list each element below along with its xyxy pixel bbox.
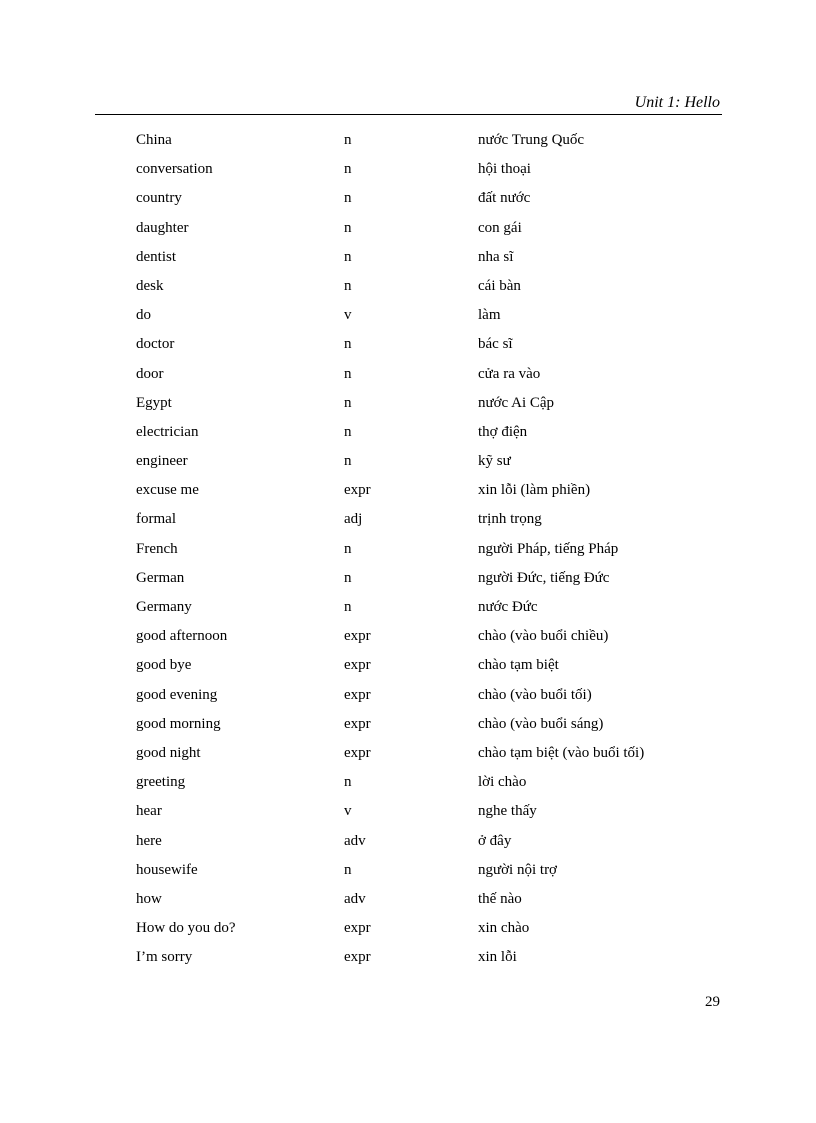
vocab-word: do (136, 307, 151, 324)
vocabulary-row (136, 797, 722, 826)
vocab-part-of-speech: expr (344, 657, 371, 674)
vocab-meaning: hội thoại (478, 161, 531, 178)
vocabulary-row (136, 739, 722, 768)
vocab-word: good afternoon (136, 628, 228, 645)
vocabulary-row (136, 155, 722, 184)
vocab-meaning: chào tạm biệt (vào buổi tối) (478, 744, 645, 761)
vocabulary-row (136, 389, 722, 418)
vocab-word: hear (136, 803, 162, 820)
vocab-part-of-speech: n (344, 599, 352, 615)
vocab-word: engineer (136, 453, 188, 470)
vocabulary-row (136, 535, 722, 564)
vocab-part-of-speech: n (344, 394, 352, 411)
vocab-word: electrician (136, 423, 199, 440)
vocab-meaning: làm (478, 307, 501, 324)
vocabulary-row (136, 360, 722, 389)
vocab-meaning: người Pháp, tiếng Pháp (478, 540, 619, 557)
vocabulary-row (136, 476, 722, 505)
vocab-word: greeting (136, 774, 186, 791)
vocab-meaning: người Đức, tiếng Đức (478, 569, 610, 586)
vocab-meaning: kỹ sư (478, 453, 511, 470)
vocab-meaning: cái bàn (478, 277, 521, 294)
vocabulary-row (136, 505, 722, 534)
vocab-word: formal (136, 511, 176, 528)
vocab-meaning: bác sĩ (478, 336, 513, 353)
vocab-meaning: nha sĩ (478, 248, 514, 265)
vocab-part-of-speech: n (344, 365, 352, 382)
vocab-meaning: đất nước (478, 190, 531, 207)
vocabulary-row (136, 651, 722, 680)
vocab-word: German (136, 569, 185, 586)
vocabulary-row (136, 593, 722, 622)
vocabulary-row (136, 126, 722, 155)
vocab-meaning: chào (vào buổi tối) (478, 686, 592, 703)
vocab-part-of-speech: n (344, 569, 352, 586)
vocabulary-row (136, 914, 722, 943)
vocab-word: excuse me (136, 482, 199, 499)
vocab-word: good night (136, 744, 201, 761)
vocab-part-of-speech: n (344, 774, 352, 791)
header-divider (95, 114, 722, 115)
vocab-word: how (136, 890, 162, 907)
vocab-part-of-speech: n (344, 248, 352, 265)
vocab-part-of-speech: n (344, 161, 352, 178)
vocab-meaning: nước Đức (478, 599, 538, 615)
vocab-meaning: lời chào (478, 774, 527, 791)
vocab-part-of-speech: n (344, 540, 352, 557)
vocabulary-row (136, 622, 722, 651)
unit-title: Unit 1: Hello (634, 94, 720, 111)
vocab-word: door (136, 365, 164, 382)
vocab-part-of-speech: adv (344, 890, 366, 907)
vocab-meaning: trịnh trọng (478, 511, 542, 528)
page-number: 29 (705, 994, 720, 1010)
vocab-word: good evening (136, 686, 218, 703)
vocabulary-row (136, 272, 722, 301)
vocabulary-row (136, 827, 722, 856)
vocabulary-row (136, 301, 722, 330)
vocab-word: How do you do? (136, 920, 236, 937)
vocab-meaning: nước Ai Cập (478, 394, 555, 411)
vocabulary-row (136, 681, 722, 710)
vocabulary-row (136, 214, 722, 243)
vocab-meaning: xin lỗi (478, 949, 517, 966)
vocabulary-row (136, 943, 722, 972)
vocab-part-of-speech: n (344, 453, 352, 470)
vocab-part-of-speech: n (344, 336, 352, 353)
vocab-word: country (136, 190, 182, 207)
vocabulary-row (136, 447, 722, 476)
vocab-meaning: xin lỗi (làm phiền) (478, 482, 591, 499)
vocab-word: French (136, 540, 178, 557)
vocab-part-of-speech: expr (344, 482, 371, 499)
vocab-word: here (136, 832, 162, 849)
vocabulary-row (136, 243, 722, 272)
vocab-meaning: con gái (478, 219, 522, 236)
vocab-meaning: nghe thấy (478, 803, 537, 820)
vocab-meaning: chào tạm biệt (478, 657, 559, 674)
vocab-part-of-speech: expr (344, 744, 371, 761)
vocab-part-of-speech: n (344, 423, 352, 440)
vocabulary-row (136, 418, 722, 447)
vocab-word: desk (136, 277, 164, 294)
vocab-part-of-speech: expr (344, 715, 371, 732)
vocab-word: good morning (136, 715, 221, 732)
vocab-word: doctor (136, 336, 175, 353)
vocab-part-of-speech: n (344, 219, 352, 236)
vocab-meaning: cửa ra vào (478, 365, 541, 382)
vocab-meaning: ở đây (478, 832, 512, 849)
vocab-part-of-speech: adj (344, 511, 363, 528)
vocab-word: conversation (136, 161, 213, 178)
vocab-meaning: xin chào (478, 920, 530, 937)
vocab-word: China (136, 132, 172, 148)
vocab-part-of-speech: n (344, 277, 352, 294)
vocab-part-of-speech: expr (344, 628, 371, 645)
vocabulary-row (136, 564, 722, 593)
vocab-word: daughter (136, 219, 189, 236)
vocab-meaning: thế nào (478, 890, 522, 907)
vocab-part-of-speech: v (344, 803, 352, 820)
vocab-meaning: chào (vào buổi sáng) (478, 715, 604, 732)
vocab-part-of-speech: expr (344, 686, 371, 703)
vocabulary-list (136, 126, 722, 972)
vocab-meaning: chào (vào buổi chiều) (478, 628, 609, 645)
vocab-word: I’m sorry (136, 949, 193, 966)
vocab-word: good bye (136, 657, 192, 674)
vocab-part-of-speech: n (344, 132, 352, 148)
vocabulary-row (136, 885, 722, 914)
vocabulary-row (136, 856, 722, 885)
vocabulary-row (136, 768, 722, 797)
vocab-part-of-speech: v (344, 307, 352, 324)
vocab-part-of-speech: n (344, 861, 352, 878)
vocab-part-of-speech: expr (344, 920, 371, 937)
vocab-word: Germany (136, 599, 192, 615)
vocab-meaning: nước Trung Quốc (478, 132, 585, 148)
vocab-word: Egypt (136, 394, 172, 411)
vocab-meaning: người nội trợ (478, 861, 557, 878)
vocab-word: housewife (136, 861, 198, 878)
vocab-meaning: thợ điện (478, 423, 528, 440)
vocabulary-row (136, 330, 722, 359)
vocab-word: dentist (136, 248, 176, 265)
vocab-part-of-speech: expr (344, 949, 371, 966)
vocabulary-row (136, 184, 722, 213)
vocab-part-of-speech: adv (344, 832, 366, 849)
vocab-part-of-speech: n (344, 190, 352, 207)
vocabulary-row (136, 710, 722, 739)
